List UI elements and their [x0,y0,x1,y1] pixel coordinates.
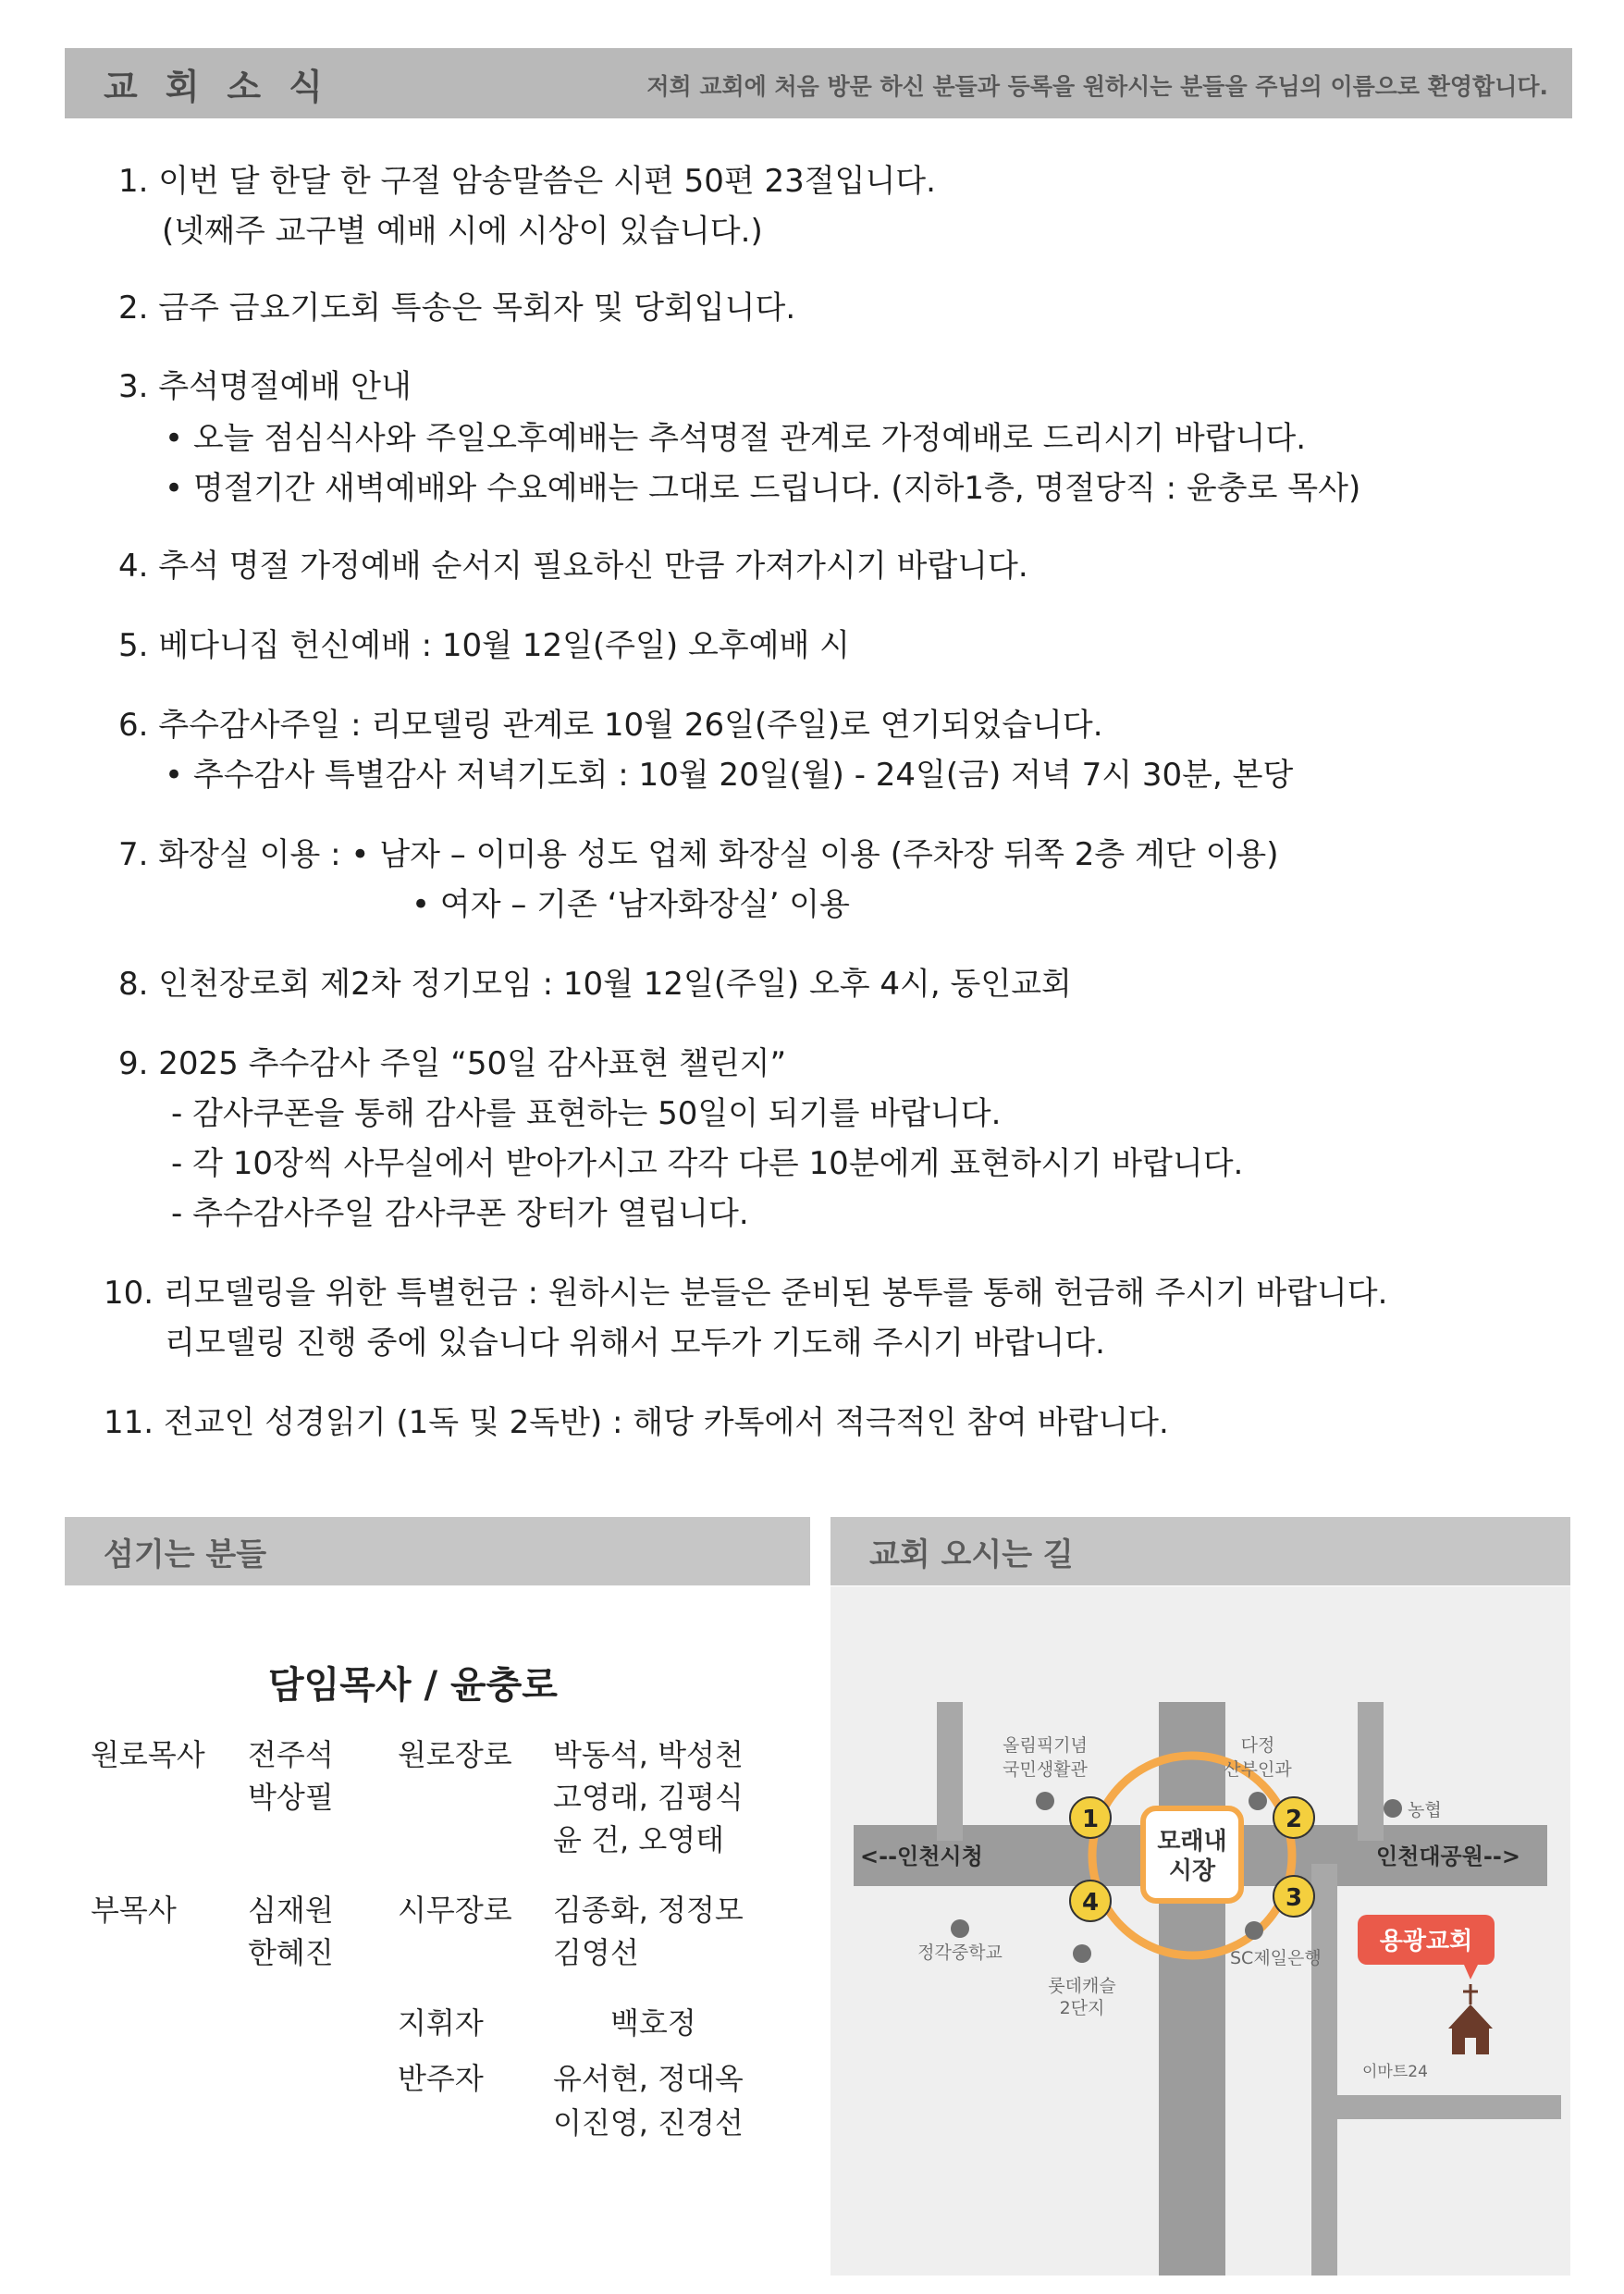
svg-text:4: 4 [1081,1889,1100,1917]
center-label-line2: 시장 [1168,1857,1216,1885]
staff-section-title: 섬기는 분들 [104,1536,267,1573]
notice-9-sub: - 추수감사주일 감사쿠폰 장터가 열립니다. [171,1195,749,1232]
notice-6 [118,699,1103,745]
notice-text: 추석명절예배 안내 [158,368,412,405]
emeritus-elder-names: 고영래, 김평식 [553,1780,744,1815]
conductor-label: 지휘자 [398,2005,484,2041]
landmark-emart24: 이마트24 [1362,2063,1428,2081]
news-header-bar [65,48,1572,118]
right-road-label: 인천대공원--> [1376,1844,1520,1869]
notice-number: 1. [118,163,149,200]
notice-text: 2025 추수감사 주일 “50일 감사표현 챌린지” [158,1045,787,1082]
landmark-dot-olympic [1036,1792,1054,1810]
conductor-name: 백호정 [610,2005,696,2041]
accompanist-names: 이진영, 진경선 [553,2105,744,2140]
notice-5 [118,620,850,665]
church-badge [1358,1915,1495,1980]
notice-text: 인천장로회 제2차 정기모임 : 10월 12일(주일) 오후 4시, 동인교회 [158,966,1072,1003]
svg-text:2: 2 [1285,1806,1303,1833]
landmark-dot-lotte [1073,1944,1091,1963]
emeritus-elder-names: 박동석, 박성천 [553,1737,744,1772]
notice-text: 금주 금요기도회 특송은 목회자 및 당회입니다. [158,290,796,327]
associate-pastor-name: 한혜진 [248,1935,334,1970]
notice-1 [118,155,936,201]
emeritus-pastor-name: 전주석 [248,1737,334,1772]
notice-number: 11. [104,1404,154,1441]
notice-3-bullet: • 명절기간 새벽예배와 수요예배는 그대로 드립니다. (지하1층, 명절당직 : 윤충로 목사) [165,470,1361,507]
marker-2 [1273,1797,1314,1838]
active-elder-names: 김영선 [553,1935,639,1970]
side-road-bottom [1311,2095,1561,2119]
landmark-dot-sc-bank [1245,1921,1263,1940]
main-road-vertical [1159,1702,1225,2276]
side-road-right [1358,1702,1384,1841]
notice-number: 4. [118,548,149,585]
directions-section-bar [830,1517,1570,1585]
center-label-line1: 모래내 [1157,1828,1227,1856]
associate-pastor-label: 부목사 [91,1893,177,1928]
notice-8 [118,958,1072,1004]
notice-3 [118,361,412,406]
notice-9 [118,1038,786,1083]
landmark-lotte-line1: 롯데캐슬 [1048,1976,1116,1996]
notice-6-bullet: • 추수감사 특별감사 저녁기도회 : 10월 20일(월) - 24일(금) 저녁 7시 30분, 본당 [165,757,1294,794]
notice-number: 10. [104,1275,154,1312]
svg-text:1: 1 [1081,1806,1100,1833]
landmark-dot-jeonggak [951,1919,969,1938]
landmark-dajeong-line2: 산부인과 [1224,1759,1292,1780]
welcome-message: 저희 교회에 처음 방문 하신 분들과 등록을 원하시는 분들을 주님의 이름으로 환영합니다. [646,73,1548,100]
landmark-sc-bank: SC제일은행 [1230,1948,1322,1968]
notice-text: 추석 명절 가정예배 순서지 필요하신 만큼 가져가시기 바랍니다. [158,548,1028,585]
landmark-nonghyup: 농협 [1408,1800,1442,1820]
notice-number: 7. [118,836,149,873]
church-map [830,1586,1570,2276]
landmark-olympic-line2: 국민생활관 [1003,1759,1088,1780]
emeritus-elder-names: 윤 건, 오영태 [553,1822,725,1857]
notice-number: 5. [118,627,149,664]
notice-number: 8. [118,966,149,1003]
notice-number: 9. [118,1045,149,1082]
church-icon [1448,1984,1493,2054]
associate-pastor-name: 심재원 [248,1893,334,1928]
notice-2 [118,282,795,327]
directions-section-title: 교회 오시는 길 [869,1536,1074,1573]
landmark-lotte-line2: 2단지 [1059,1998,1105,2018]
marker-3 [1273,1876,1314,1917]
notice-11 [104,1397,1169,1442]
notice-7-bullet: • 여자 – 기존 ‘남자화장실’ 이용 [412,886,850,923]
notice-text: 추수감사주일 : 리모델링 관계로 10월 26일(주일)로 연기되었습니다. [158,707,1103,744]
left-road-label: <--인천시청 [860,1844,983,1869]
notice-1-sub: (넷째주 교구별 예배 시에 시상이 있습니다.) [162,213,763,250]
active-elder-names: 김종화, 정정모 [553,1893,744,1928]
notice-10-sub: 리모델링 진행 중에 있습니다 위해서 모두가 기도해 주시기 바랍니다. [165,1325,1105,1362]
emeritus-pastor-label: 원로목사 [91,1737,205,1772]
notice-7 [118,829,1279,874]
notice-text: 화장실 이용 : • 남자 – 이미용 성도 업체 화장실 이용 (주차장 뒤쪽 2층 계단 이용) [158,836,1279,873]
marker-4 [1070,1881,1111,1921]
active-elder-label: 시무장로 [398,1893,512,1928]
notice-number: 3. [118,368,149,405]
staff-section-bar [65,1517,810,1585]
notice-text: 베다니집 헌신예배 : 10월 12일(주일) 오후예배 시 [158,627,850,664]
emeritus-elder-label: 원로장로 [398,1737,512,1772]
notice-text: 이번 달 한달 한 구절 암송말씀은 시편 50편 23절입니다. [158,163,936,200]
church-name: 용광교회 [1379,1928,1473,1955]
side-road-lower [1311,1864,1337,2276]
emeritus-pastor-name: 박상필 [248,1780,334,1815]
notice-number: 6. [118,707,149,744]
notice-10 [104,1267,1387,1313]
notice-9-sub: - 각 10장씩 사무실에서 받아가시고 각각 다른 10분에게 표현하시기 바랍니다. [171,1145,1244,1182]
landmark-dot-dajeong [1249,1792,1267,1810]
accompanist-label: 반주자 [398,2061,484,2096]
map-svg [830,1586,1570,2276]
notice-text: 전교인 성경읽기 (1독 및 2독반) : 해당 카톡에서 적극적인 참여 바랍니다. [163,1404,1169,1441]
landmark-olympic-line1: 올림픽기념 [1003,1735,1088,1756]
notice-3-bullet: • 오늘 점심식사와 주일오후예배는 추석명절 관계로 가정예배로 드리시기 바랍니다. [165,420,1307,457]
svg-text:3: 3 [1285,1884,1303,1912]
landmark-dot-nonghyup [1384,1799,1402,1818]
accompanist-names: 유서현, 정대옥 [553,2061,744,2096]
notice-9-sub: - 감사쿠폰을 통해 감사를 표현하는 50일이 되기를 바랍니다. [171,1095,1002,1132]
side-road-left [937,1702,963,1841]
news-header-title: 교회소식 [104,66,351,107]
landmark-dajeong-line1: 다정 [1240,1735,1275,1756]
notice-text: 리모델링을 위한 특별헌금 : 원하시는 분들은 준비된 봉투를 통해 헌금해 주시기 바랍니다. [163,1275,1388,1312]
notice-number: 2. [118,290,149,327]
notice-4 [118,540,1028,586]
senior-pastor: 담임목사 / 윤충로 [268,1664,558,1707]
marker-1 [1070,1797,1111,1838]
landmark-jeonggak: 정각중학교 [917,1942,1003,1963]
